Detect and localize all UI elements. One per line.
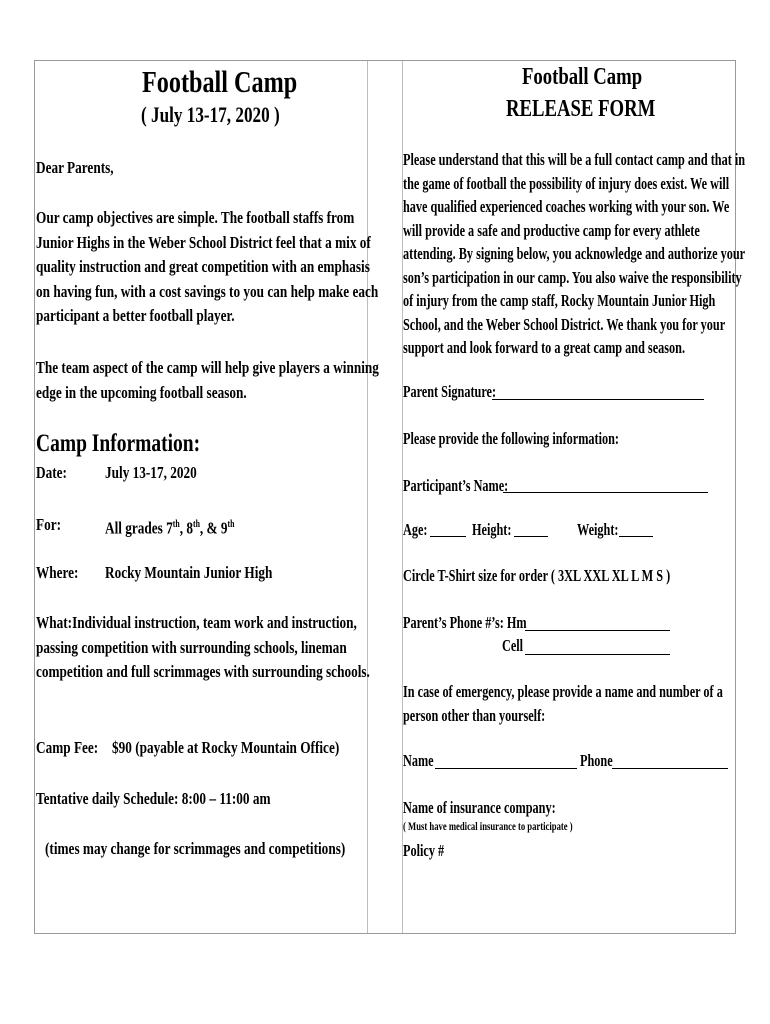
policy-label: Policy # (403, 841, 445, 860)
age-label: Age: (403, 520, 428, 539)
right-title: Football Camp (522, 64, 643, 90)
camp-info-heading: Camp Information: (36, 430, 201, 457)
what-paragraph: What:Individual instruction, team work and instruction, passing competition with surrounding schools, lineman competition and full scrimmages with surrounding schools. (36, 613, 370, 681)
tshirt-size-label: Circle T-Shirt size for order ( 3XL XXL XL L M S ) (403, 566, 671, 585)
release-paragraph: Please understand that this will be a full contact camp and that in the game of football the possibility of injury does exist. We will have qualified experienced coaches working with your son. We will provide a safe and productive camp for every athlete attending. By signing below, you acknowledge and authorize your son’s participation in our camp. You also waive the responsibility of injury from the camp staff, Rocky Mountain Junior High School, and the Weber School District. We thank you for your support and look forward to a great camp and season. (403, 150, 746, 357)
parent-signature-label: Parent Signature: (403, 382, 497, 401)
cell-label: Cell (502, 636, 524, 655)
for-value: All grades 7th, 8th, & 9th (105, 518, 235, 538)
participant-name-field[interactable] (503, 476, 708, 493)
emergency-phone-label: Phone (580, 751, 613, 770)
where-value: Rocky Mountain Junior High (105, 563, 273, 582)
team-aspect-paragraph: The team aspect of the camp will help give players a winning edge in the upcoming football season. (36, 358, 379, 402)
insurance-note: ( Must have medical insurance to participate ) (403, 819, 573, 833)
greeting: Dear Parents, (36, 158, 114, 177)
date-label: Date: (36, 463, 67, 482)
for-label: For: (36, 515, 62, 534)
emergency-name-label: Name (403, 751, 434, 770)
schedule-note: (times may change for scrimmages and competitions) (45, 839, 346, 858)
insurance-label: Name of insurance company: (403, 798, 556, 817)
age-field[interactable] (430, 520, 466, 537)
emergency-paragraph: In case of emergency, please provide a name and number of a person other than yourself: (403, 682, 723, 725)
column-divider (367, 61, 403, 933)
home-phone-field[interactable] (525, 614, 670, 631)
weight-field[interactable] (619, 520, 653, 537)
fee-value: $90 (payable at Rocky Mountain Office) (112, 738, 340, 757)
weight-label: Weight: (577, 520, 619, 539)
height-label: Height: (472, 520, 512, 539)
participant-name-label: Participant’s Name: (403, 476, 509, 495)
parent-signature-field[interactable] (492, 383, 704, 400)
cell-phone-field[interactable] (525, 638, 670, 655)
height-field[interactable] (514, 520, 548, 537)
parent-phone-label: Parent’s Phone #’s: Hm (403, 613, 527, 632)
emergency-phone-field[interactable] (612, 752, 728, 769)
left-title: Football Camp (142, 64, 298, 99)
camp-dates: ( July 13-17, 2020 ) (141, 102, 280, 127)
where-label: Where: (36, 563, 79, 582)
provide-info-heading: Please provide the following information: (403, 429, 619, 448)
date-value: July 13-17, 2020 (105, 463, 197, 482)
schedule: Tentative daily Schedule: 8:00 – 11:00 am (36, 789, 271, 808)
fee-label: Camp Fee: (36, 738, 99, 757)
emergency-name-field[interactable] (435, 752, 577, 769)
objectives-paragraph: Our camp objectives are simple. The football staffs from Junior Highs in the Weber School District feel that a mix of quality instruction and great competition with an emphasis on having fun, with a cost savings to you can help make each participant a better football player. (36, 208, 379, 325)
release-form-title: RELEASE FORM (506, 96, 656, 122)
